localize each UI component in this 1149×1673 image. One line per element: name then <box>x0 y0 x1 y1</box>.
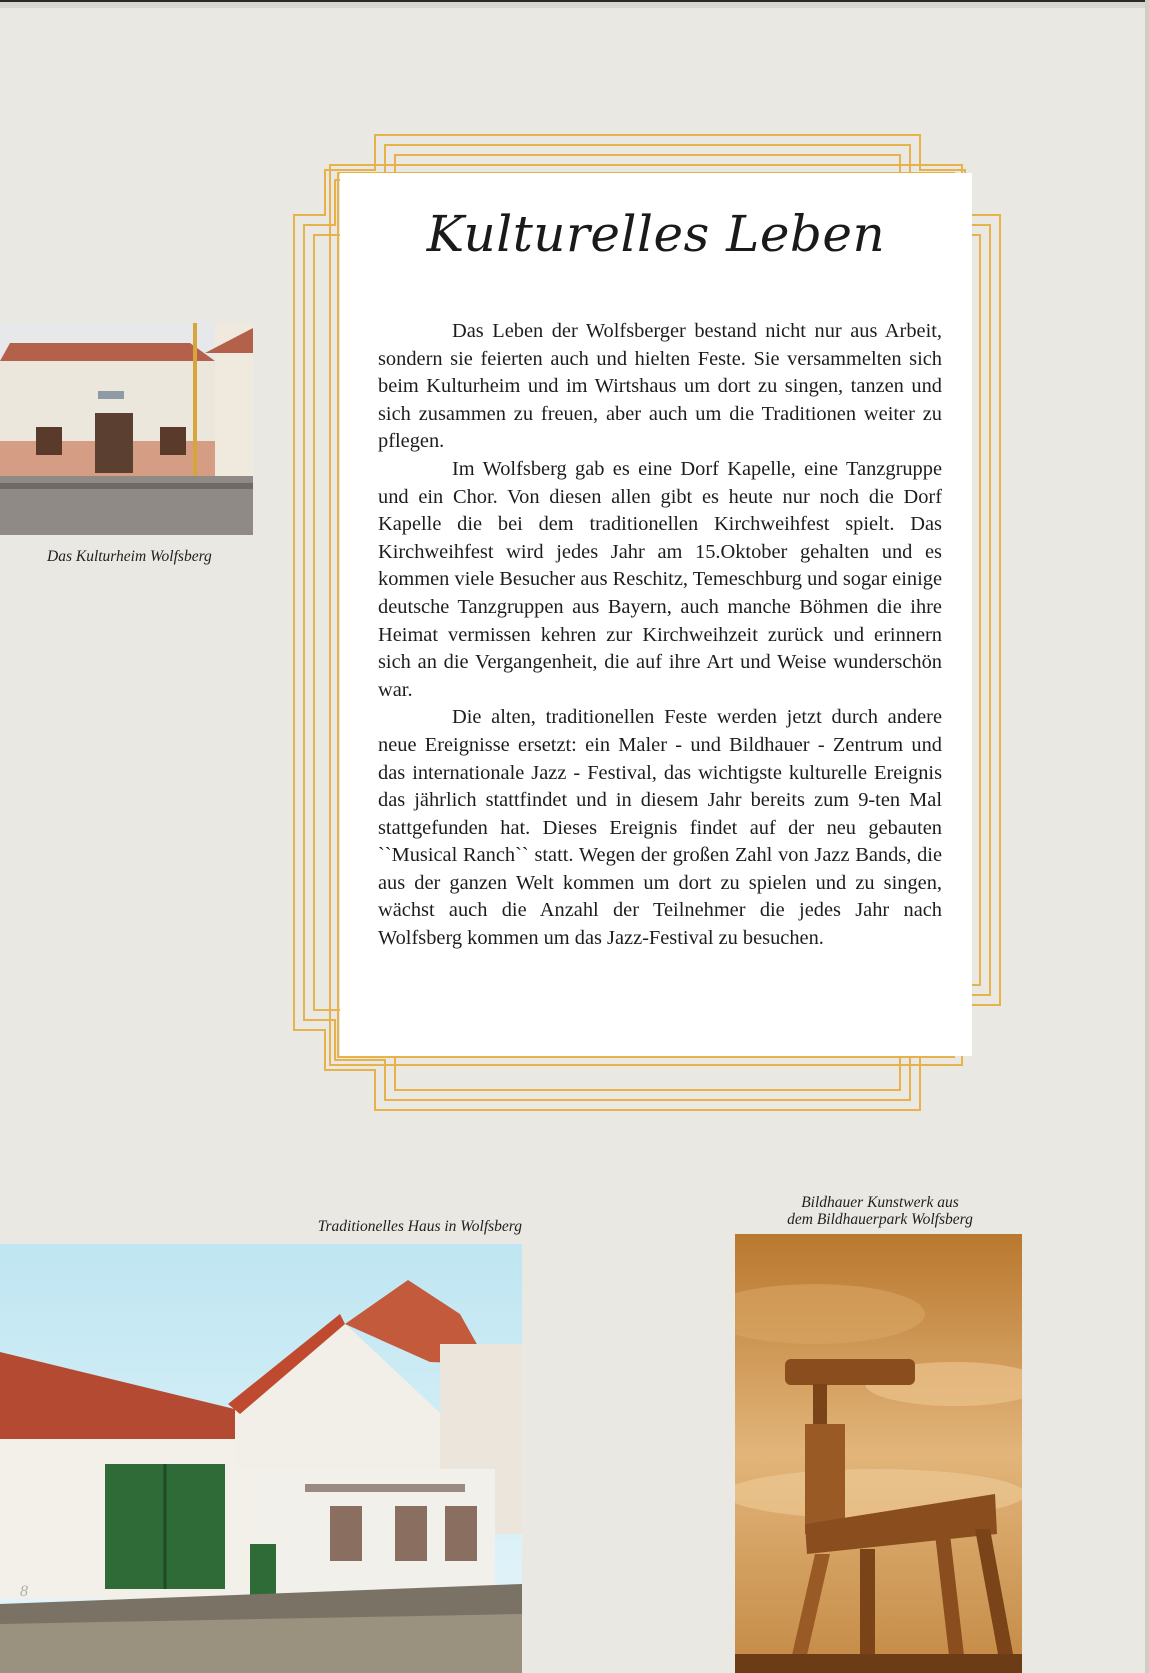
paragraph-3: Die alten, traditionellen Feste werden jetzt durch andere neue Ereignisse ersetzt: ein Maler - und Bildhauer - Zentrum und das internationale Jazz - Festival, das wichtigste kulturelle Ereignis das jährlich stattfindet und in diesem Jahr bereits zum 9-ten Mal stattgefunden hat. Dieses Ereignis findet auf der neu gebauten ``Musical Ranch`` statt. Wegen der großen Zahl von Jazz Bands, die aus der ganzen Welt kommen um dort zu spielen und zu singen, wächst auch die Anzahl der Teilnehmer die jedes Jahr nach Wolfsberg kommen um das Jazz-Festival zu besuchen. <box>378 706 942 950</box>
caption-traditional-house: Traditionelles Haus in Wolfsberg <box>317 1218 522 1235</box>
caption-sculpture-line1: Bildhauer Kunstwerk aus <box>801 1194 959 1211</box>
caption-kulturheim: Das Kulturheim Wolfsberg <box>47 548 212 565</box>
kulturheim-photo <box>0 323 253 535</box>
article-body <box>378 318 942 953</box>
sculpture-photo <box>735 1234 1022 1673</box>
traditional-house-photo <box>0 1244 522 1673</box>
page-title: Kulturelles Leben <box>426 205 886 263</box>
scan-right-edge <box>1145 0 1149 1673</box>
caption-sculpture-line2: dem Bildhauerpark Wolfsberg <box>787 1211 973 1228</box>
page-number: 8 <box>20 1583 28 1600</box>
scan-top-edge <box>0 0 1149 8</box>
paragraph-2: Im Wolfsberg gab es eine Dorf Kapelle, eine Tanzgruppe und ein Chor. Von diesen allen gibt es heute nur noch die Dorf Kapelle die bei dem traditionellen Kirchweihfest spielt. Das Kirchweihfest wird jedes Jahr am 15.Oktober gehalten und es kommen viele Besucher aus Reschitz, Temeschburg und sogar einige deutsche Tanzgruppen aus Bayern, auch manche Böhmen die ihre Heimat vermissen kehren zur Kirchweihzeit zurück und erinnern sich an die Vergangenheit, die auf ihre Art und Weise wunderschön war. <box>378 457 942 701</box>
caption-sculpture <box>735 1194 1025 1228</box>
paragraph-1: Das Leben der Wolfsberger bestand nicht nur aus Arbeit, sondern sie feierten auch und hielten Feste. Sie versammelten sich beim Kulturheim und im Wirtshaus um dort zu singen, tanzen und sich zusammen zu freuen, aber auch um die Traditionen weiter zu pflegen. <box>378 320 942 453</box>
